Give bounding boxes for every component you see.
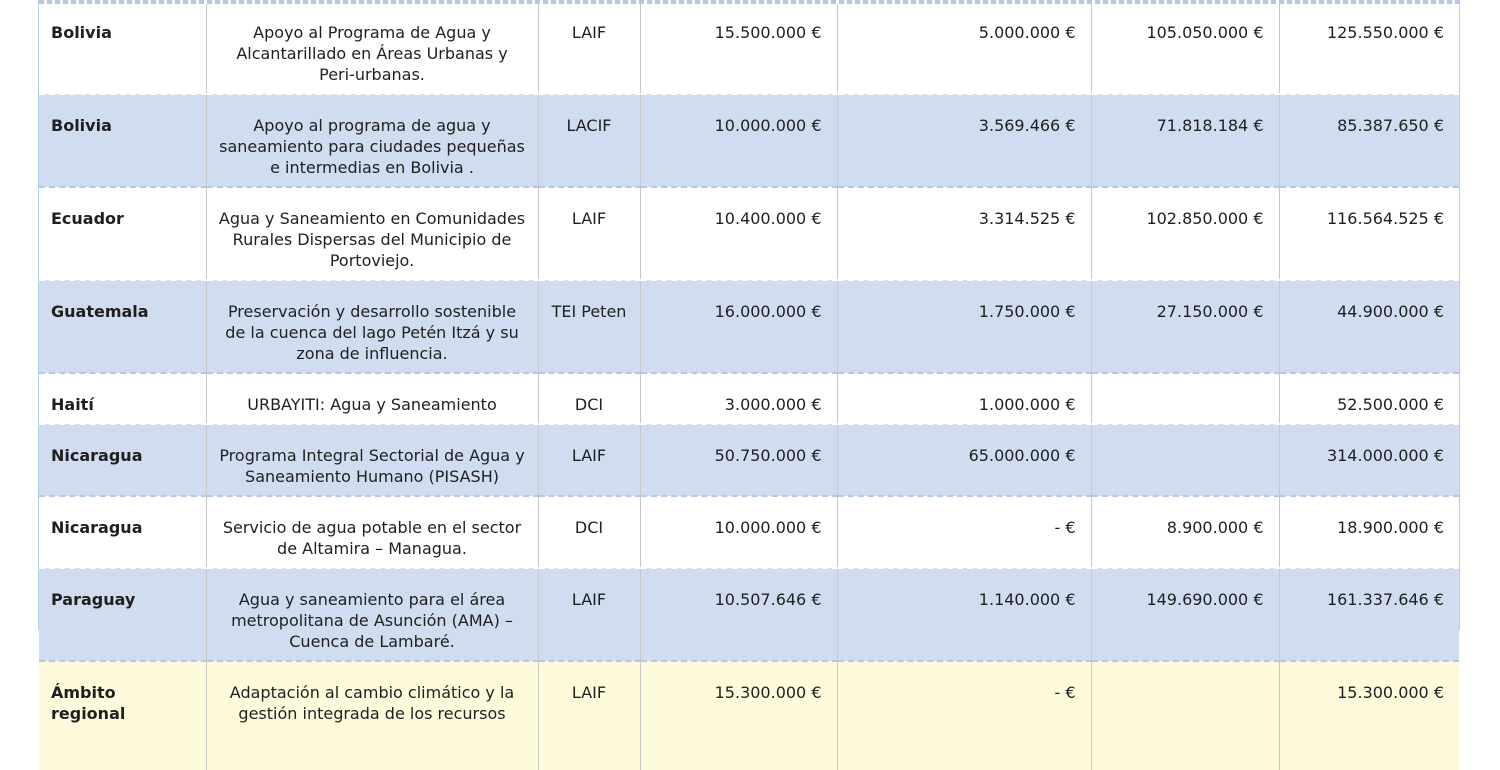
table-row: [39, 94, 1459, 187]
table-cell-project: Servicio de agua potable en el sector de Altamira – Managua.: [206, 496, 538, 568]
table-cell-amount-other: [1091, 424, 1279, 496]
table-cell-instrument: LACIF: [538, 94, 640, 187]
table-cell-project: URBAYITI: Agua y Saneamiento: [206, 373, 538, 424]
table-cell-amount-ue: 10.507.646 €: [640, 568, 837, 661]
table-cell-amount-other: 105.050.000 €: [1091, 1, 1279, 94]
table-cell-country: Ecuador: [39, 187, 206, 280]
table-cell-total: 314.000.000 €: [1279, 424, 1459, 496]
table-row: [39, 280, 1459, 373]
table-row: [39, 373, 1459, 424]
table-cell-amount-aecid: 1.000.000 €: [837, 373, 1091, 424]
table-row: [39, 187, 1459, 280]
table-cell-amount-aecid: 3.314.525 €: [837, 187, 1091, 280]
table-cell-amount-aecid: - €: [837, 496, 1091, 568]
table-cell-country: Bolivia: [39, 1, 206, 94]
table-cell-country: Nicaragua: [39, 496, 206, 568]
table-cell-project: Adaptación al cambio climático y la gestión integrada de los recursos: [206, 661, 538, 770]
table-row: [39, 661, 1459, 770]
table-cell-project: Agua y Saneamiento en Comunidades Rurales Dispersas del Municipio de Portoviejo.: [206, 187, 538, 280]
table-row: [39, 424, 1459, 496]
table-cell-instrument: TEI Peten: [538, 280, 640, 373]
table-cell-project: Apoyo al programa de agua y saneamiento para ciudades pequeñas e intermedias en Bolivia .: [206, 94, 538, 187]
table-cell-total: 44.900.000 €: [1279, 280, 1459, 373]
table-cell-total: 125.550.000 €: [1279, 1, 1459, 94]
table-cell-instrument: LAIF: [538, 424, 640, 496]
table-cell-project: Programa Integral Sectorial de Agua y Saneamiento Humano (PISASH): [206, 424, 538, 496]
table-cell-country: Guatemala: [39, 280, 206, 373]
table-cell-amount-ue: 15.300.000 €: [640, 661, 837, 770]
table-cell-amount-aecid: - €: [837, 661, 1091, 770]
table-cell-country: Bolivia: [39, 94, 206, 187]
table-cell-total: 161.337.646 €: [1279, 568, 1459, 661]
top-dashed-line: [39, 0, 1459, 4]
table-cell-amount-ue: 10.400.000 €: [640, 187, 837, 280]
table-cell-amount-other: 71.818.184 €: [1091, 94, 1279, 187]
table-cell-amount-aecid: 65.000.000 €: [837, 424, 1091, 496]
table-cell-amount-ue: 10.000.000 €: [640, 496, 837, 568]
table-cell-amount-aecid: 1.140.000 €: [837, 568, 1091, 661]
table-row: [39, 1, 1459, 94]
table-cell-instrument: LAIF: [538, 1, 640, 94]
table-row: [39, 568, 1459, 661]
table-cell-total: 18.900.000 €: [1279, 496, 1459, 568]
table-cell-amount-ue: 50.750.000 €: [640, 424, 837, 496]
table-cell-total: 15.300.000 €: [1279, 661, 1459, 770]
table-cell-project: Agua y saneamiento para el área metropolitana de Asunción (AMA) – Cuenca de Lambaré.: [206, 568, 538, 661]
table-cell-project: Preservación y desarrollo sostenible de la cuenca del lago Petén Itzá y su zona de influencia.: [206, 280, 538, 373]
table-cell-instrument: LAIF: [538, 661, 640, 770]
table-cell-total: 52.500.000 €: [1279, 373, 1459, 424]
table-cell-amount-aecid: 1.750.000 €: [837, 280, 1091, 373]
table-cell-amount-other: [1091, 373, 1279, 424]
table-cell-instrument: LAIF: [538, 568, 640, 661]
table-cell-amount-aecid: 3.569.466 €: [837, 94, 1091, 187]
table-cell-amount-other: 149.690.000 €: [1091, 568, 1279, 661]
table-cell-total: 116.564.525 €: [1279, 187, 1459, 280]
table-cell-amount-other: 8.900.000 €: [1091, 496, 1279, 568]
table-cell-project: Apoyo al Programa de Agua y Alcantarillado en Áreas Urbanas y Peri-urbanas.: [206, 1, 538, 94]
table-cell-amount-ue: 16.000.000 €: [640, 280, 837, 373]
table-cell-amount-ue: 10.000.000 €: [640, 94, 837, 187]
table-cell-amount-ue: 3.000.000 €: [640, 373, 837, 424]
table-row: [39, 496, 1459, 568]
table-cell-amount-aecid: 5.000.000 €: [837, 1, 1091, 94]
table-cell-amount-other: 102.850.000 €: [1091, 187, 1279, 280]
table-cell-amount-ue: 15.500.000 €: [640, 1, 837, 94]
table-cell-country: Haití: [39, 373, 206, 424]
table-cell-instrument: LAIF: [538, 187, 640, 280]
table-cell-instrument: DCI: [538, 373, 640, 424]
table-body: [39, 1, 1459, 770]
table-cell-instrument: DCI: [538, 496, 640, 568]
table-cell-country: Ámbito regional: [39, 661, 206, 770]
table-cell-amount-other: [1091, 661, 1279, 770]
funding-table: [39, 0, 1459, 770]
table-cell-amount-other: 27.150.000 €: [1091, 280, 1279, 373]
table-cell-country: Nicaragua: [39, 424, 206, 496]
table-cell-country: Paraguay: [39, 568, 206, 661]
funding-table-frame: [38, 0, 1460, 723]
table-cell-total: 85.387.650 €: [1279, 94, 1459, 187]
